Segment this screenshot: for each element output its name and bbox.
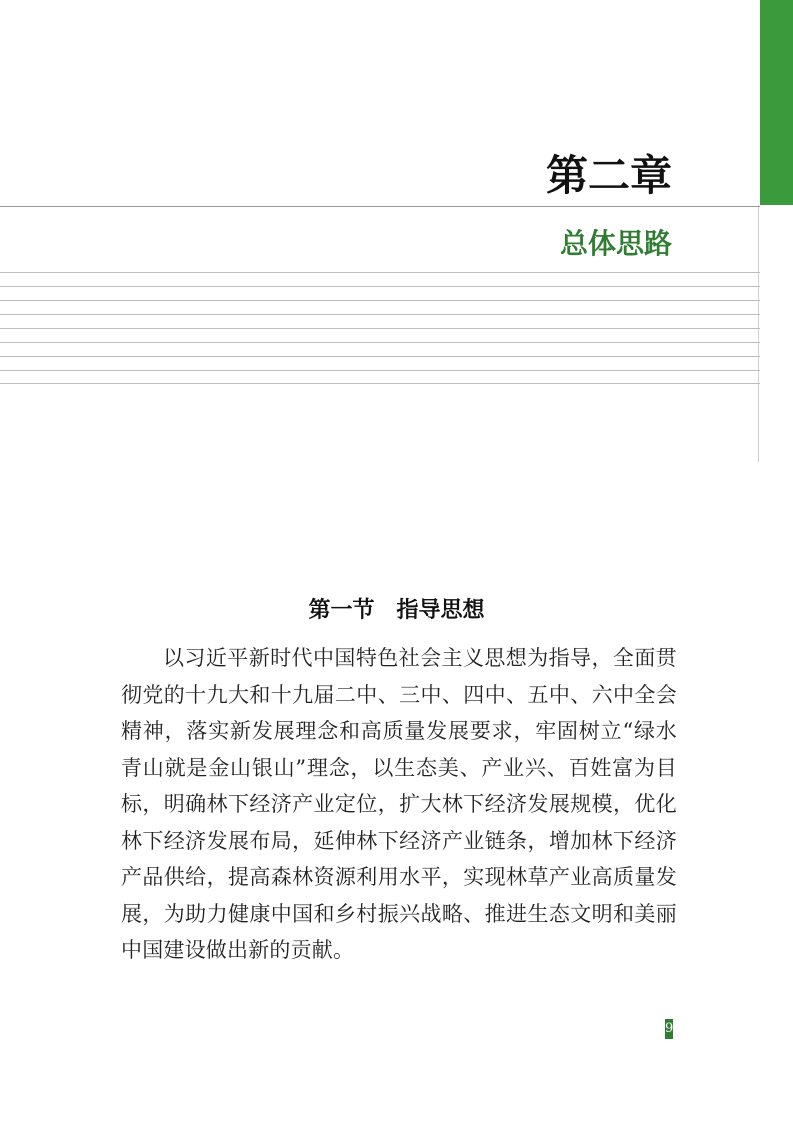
rule-line xyxy=(0,300,760,301)
decorative-rule-lines xyxy=(0,272,760,384)
rule-line xyxy=(0,272,760,273)
body-paragraph: 以习近平新时代中国特色社会主义思想为指导，全面贯彻党的十九大和十九届二中、三中、四中、五中、六中全会精神，落实新发展理念和高质量发展要求，牢固树立“绿水青山就是金山银山”理念，以生态美、产业兴、百姓富为目标，明确林下经济产业定位，扩大林下经济发展规模，优化林下经济发展布局，延伸林下经济产业链条，增加林下经济产品供给，提高森林资源利用水平，实现林草产业高质量发展，为助力健康中国和乡村振兴战略、推进生态文明和美丽中国建设做出新的贡献。 xyxy=(121,646,677,962)
rule-line xyxy=(0,314,760,315)
chapter-divider xyxy=(0,206,760,207)
chapter-title: 总体思路 xyxy=(559,227,672,260)
chapter-number: 第二章 xyxy=(545,151,672,200)
rule-line xyxy=(0,356,760,357)
rule-line xyxy=(0,342,760,343)
chapter-color-tab xyxy=(760,0,793,205)
section-heading: 第一节 指导思想 xyxy=(308,597,485,623)
rule-line xyxy=(0,383,760,384)
page-number: 9 xyxy=(665,1019,673,1039)
rule-line xyxy=(0,370,760,371)
rule-line xyxy=(0,286,760,287)
rule-line xyxy=(0,328,760,329)
